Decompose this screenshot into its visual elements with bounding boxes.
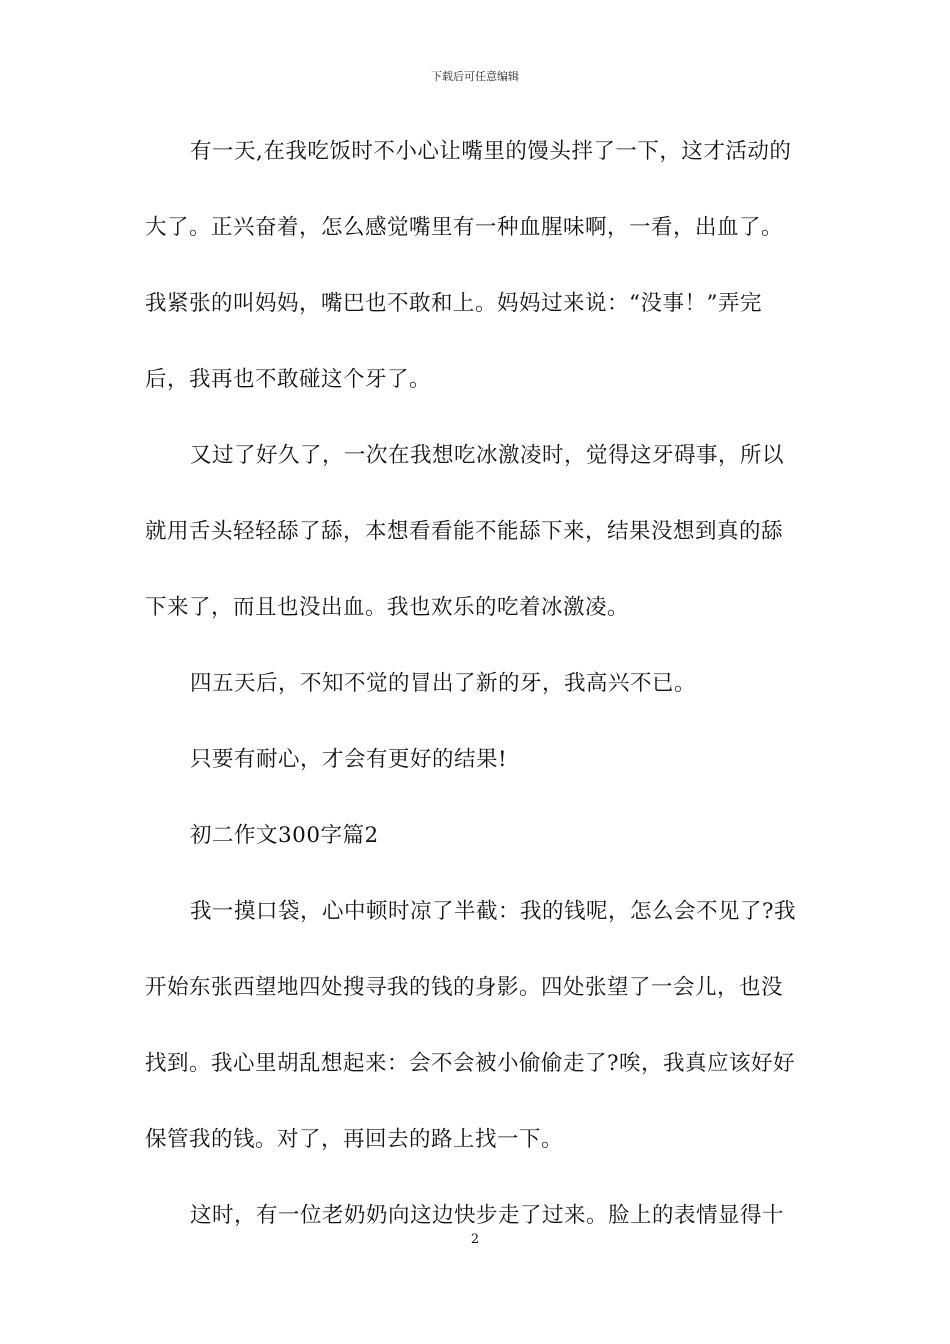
text-line: 就用舌头轻轻舔了舔，本想看看能不能舔下来，结果没想到真的舔 <box>145 519 784 544</box>
text-line: 下来了，而且也没出血。我也欢乐的吃着冰激凌。 <box>145 595 630 620</box>
section-heading: 初二作文300字篇2 <box>190 823 379 848</box>
text-line: 只要有耐心，才会有更好的结果! <box>190 747 508 772</box>
text-line: 我紧张的叫妈妈，嘴巴也不敢和上。妈妈过来说：“没事！”弄完 <box>145 291 762 316</box>
text-line: 找到。我心里胡乱想起来：会不会被小偷偷走了?唉，我真应该好好 <box>145 1051 796 1076</box>
text-line: 开始东张西望地四处搜寻我的钱的身影。四处张望了一会儿，也没 <box>145 975 784 1000</box>
text-line: 又过了好久了，一次在我想吃冰激凌时，觉得这牙碍事，所以 <box>190 443 785 468</box>
body-text <box>145 130 810 1270</box>
text-line: 有一天,在我吃饭时不小心让嘴里的馒头拌了一下，这才活动的 <box>190 139 792 164</box>
page-header: 下载后可任意编辑 <box>431 70 519 83</box>
text-line: 我一摸口袋，心中顿时凉了半截：我的钱呢，怎么会不见了?我 <box>190 899 797 924</box>
text-line: 后，我再也不敢碰这个牙了。 <box>145 367 432 392</box>
text-line: 保管我的钱。对了，再回去的路上找一下。 <box>145 1127 564 1152</box>
text-line: 这时，有一位老奶奶向这边快步走了过来。脸上的表情显得十 <box>190 1203 785 1228</box>
text-line: 大了。正兴奋着，怎么感觉嘴里有一种血腥味啊，一看，出血了。 <box>145 215 784 240</box>
page-number: 2 <box>470 1232 480 1247</box>
text-line: 四五天后，不知不觉的冒出了新的牙，我高兴不已。 <box>190 671 697 696</box>
